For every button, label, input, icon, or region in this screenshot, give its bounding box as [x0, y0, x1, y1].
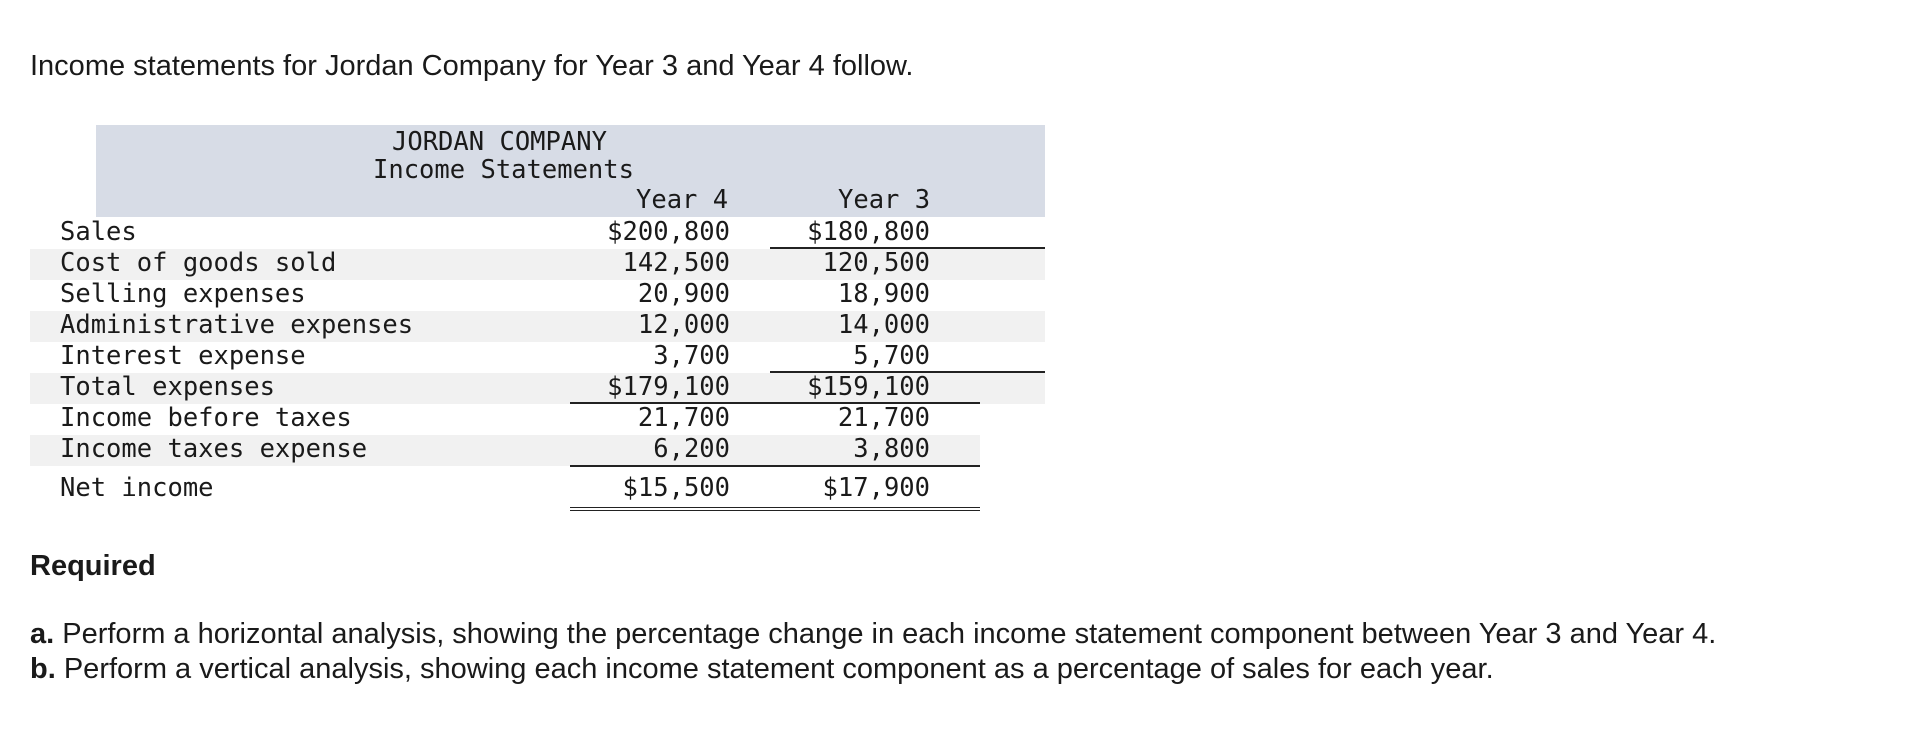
admin-year-4: 12,000: [637, 310, 730, 340]
row-label-cost-of-goods-sold: Cost of goods sold: [60, 248, 337, 278]
sales-year-4: $200,800: [607, 217, 730, 247]
statement-title: Income Statements: [373, 155, 634, 185]
admin-year-3: 14,000: [837, 310, 930, 340]
income-before-taxes-year-4: 21,700: [637, 403, 730, 433]
income-before-taxes-year-3: 21,700: [837, 403, 930, 433]
intro-text: Income statements for Jordan Company for Year 3 and Year 4 follow.: [30, 50, 914, 82]
income-taxes-year-4: 6,200: [653, 434, 730, 464]
net-income-year-3: $17,900: [822, 473, 930, 503]
row-label-total-expenses: Total expenses: [60, 372, 275, 402]
total-expenses-year-4: $179,100: [607, 372, 730, 402]
row-label-income-taxes-expense: Income taxes expense: [60, 434, 368, 464]
task-a-text: Perform a horizontal analysis, showing the percentage change in each income statement component between Year 3 and Year 4.: [62, 618, 1717, 650]
required-heading: Required: [30, 550, 156, 582]
task-b-letter: b.: [30, 653, 56, 685]
task-a: [30, 618, 1716, 651]
cogs-year-3: 120,500: [822, 248, 930, 278]
rule-above-total-year-3: [770, 371, 1045, 373]
rule-above-net-income: [570, 465, 980, 467]
row-label-interest-expense: Interest expense: [60, 341, 306, 371]
net-income-year-4: $15,500: [622, 473, 730, 503]
row-label-income-before-taxes: Income before taxes: [60, 403, 352, 433]
income-statement-table: [30, 125, 1045, 520]
cogs-year-4: 142,500: [622, 248, 730, 278]
double-rule-net-income: [570, 507, 980, 511]
column-header-year-3: Year 3: [838, 185, 931, 215]
task-a-letter: a.: [30, 618, 55, 650]
income-taxes-year-3: 3,800: [853, 434, 930, 464]
row-label-administrative-expenses: Administrative expenses: [60, 310, 414, 340]
task-b-text: Perform a vertical analysis, showing each income statement component as a percentage of sales for each year.: [63, 653, 1494, 685]
row-label-net-income: Net income: [60, 473, 214, 503]
row-label-sales: Sales: [60, 217, 137, 247]
sales-year-3: $180,800: [807, 217, 930, 247]
total-expenses-year-3: $159,100: [807, 372, 930, 402]
company-name: JORDAN COMPANY: [392, 127, 607, 157]
column-header-year-4: Year 4: [636, 185, 729, 215]
selling-year-4: 20,900: [637, 279, 730, 309]
task-b: [30, 653, 1494, 686]
rule-under-total-expenses: [570, 402, 980, 404]
selling-year-3: 18,900: [837, 279, 930, 309]
rule-under-sales-year-3: [770, 247, 1045, 249]
row-label-selling-expenses: Selling expenses: [60, 279, 306, 309]
interest-year-4: 3,700: [653, 341, 730, 371]
interest-year-3: 5,700: [853, 341, 930, 371]
